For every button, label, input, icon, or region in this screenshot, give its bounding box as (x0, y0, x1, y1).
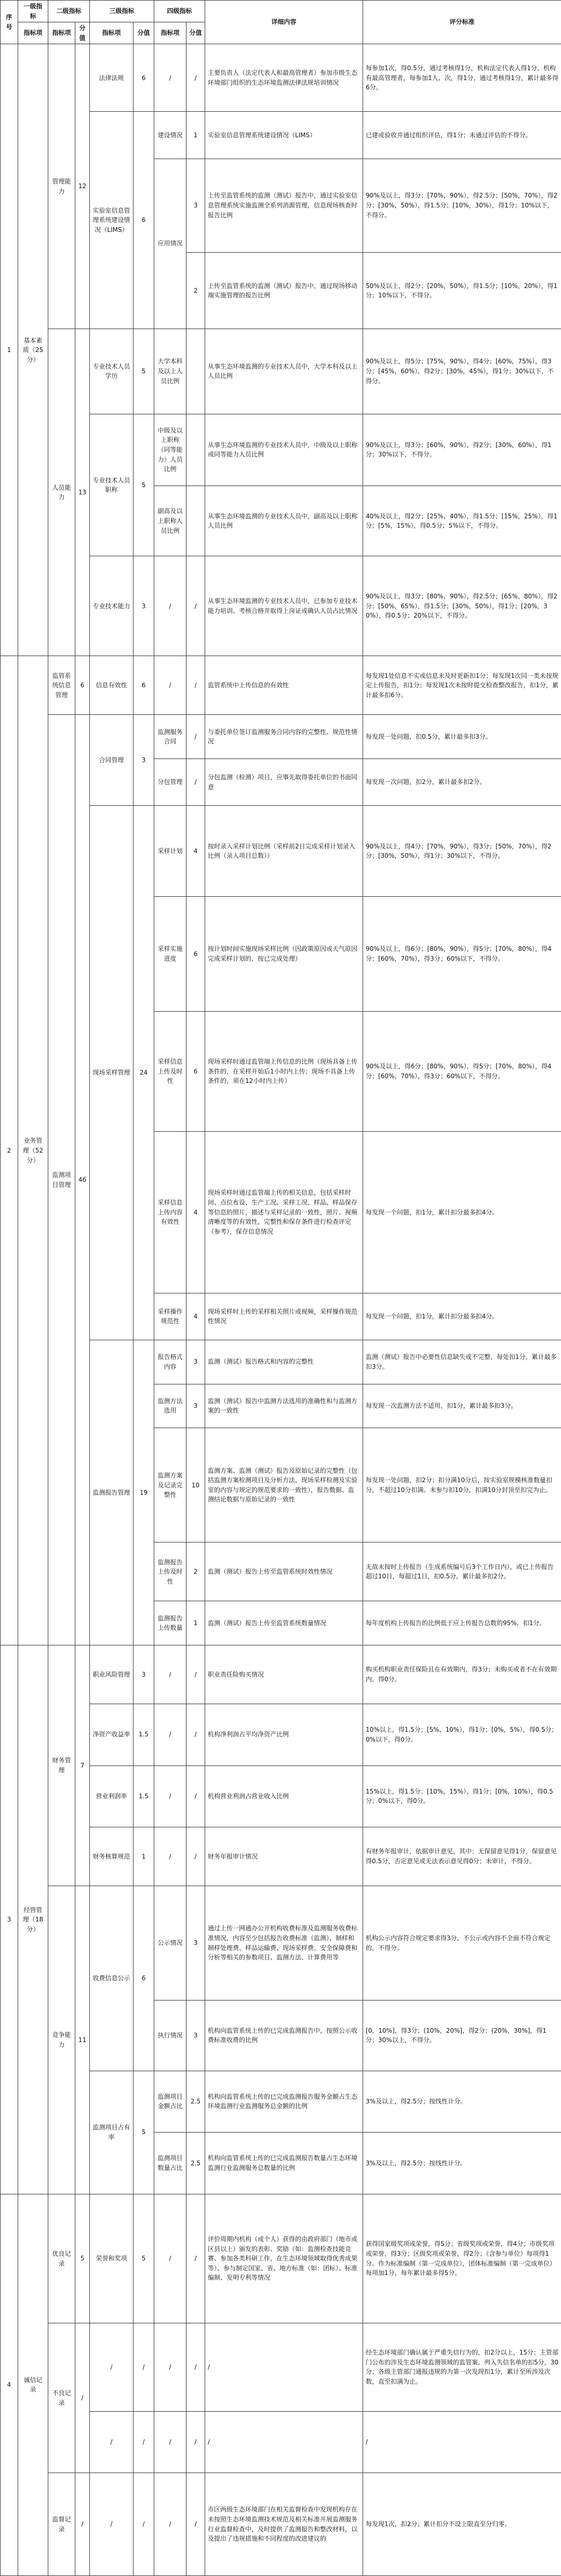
score-cell: 2.5 (186, 2071, 205, 2133)
score-cell: / (133, 2411, 154, 2473)
level1-cell: 基本素质（25分） (18, 44, 48, 656)
detail-cell: 监测（测试）报告上传至监管系统时效性情况 (205, 1542, 363, 1601)
standard-cell: 每发现一个问题，扣1分，累计扣分最多扣4分。 (363, 1293, 561, 1340)
score-cell: 2 (186, 253, 205, 329)
detail-cell: 现场采样时通过监管端上传的相关信息，包括采样时间、点位布设、生产工况、采样工况、样品、样品保存等信息的照片，描述与采样记录的一致性，照片、视频清晰度等的有效性，完整性和保存条件进行检查评定（参考），保存信息情况 (205, 1132, 363, 1293)
score-cell: / (133, 2323, 154, 2411)
level2-cell: 监督记录 (48, 2473, 75, 2576)
standard-cell: 10%以上，得1.5分；[5%，10%），得1分；[0%，5%），得0.5分；0%以下，得0分。 (363, 1704, 561, 1766)
detail-cell: 与委托单位签订监测服务合同内容的完整性、规范性情况 (205, 715, 363, 759)
detail-cell: 主要负责人（法定代表人和最高管理者）参加市级生态环境部门组织的生态环境监测法律法规培训情况 (205, 44, 363, 112)
header-level4: 四级指标 (154, 1, 205, 22)
level4-cell: / (154, 556, 186, 656)
level4-cell: 监测项目数量占比 (154, 2133, 186, 2194)
score-cell: / (186, 1645, 205, 1704)
standard-cell: / (363, 2411, 561, 2473)
score-cell: 3 (186, 159, 205, 253)
detail-cell: 从事生态环境监测的专业技术人员中，大学本科及以上人员比例 (205, 329, 363, 414)
score-cell: 1 (133, 1827, 154, 1886)
level2-cell: 监管系统信息管理 (48, 656, 75, 715)
standard-cell: 每发现一处问题，扣0.5分，累计最多扣3分。 (363, 715, 561, 759)
level3-cell: 专业技术人员学历 (90, 329, 133, 414)
level4-cell: / (154, 2411, 186, 2473)
level3-cell: 合同管理 (90, 715, 133, 806)
score-cell: 3 (186, 1340, 205, 1384)
level4-cell: 执行情况 (154, 2000, 186, 2071)
header-name: 指标项 (18, 22, 48, 44)
score-cell: / (186, 2411, 205, 2473)
level3-cell: / (90, 2473, 133, 2576)
level2-cell: 不良记录 (48, 2323, 75, 2473)
score-cell (186, 486, 205, 556)
score-cell: 1 (186, 1601, 205, 1645)
score-cell: 24 (133, 806, 154, 1340)
level4-cell: 公示情况 (154, 1886, 186, 2000)
score-cell: 4 (186, 1132, 205, 1293)
standard-cell: 每参加1次，得0.5分，通过考核得1分，机构法定代表人得1分，机构有最高管理者，每参加1人、次，得1分，通过考核得1分，累计最多得6分。 (363, 44, 561, 112)
standard-cell: 40%及以上，得2分；[25%，40%），得1.5分；[15%，25%），得1分；[5%，15%），得0.5分；5%以下，不得分。 (363, 486, 561, 556)
level4-cell: 采样操作规范性 (154, 1293, 186, 1340)
standard-cell: 机构公示内容符合规定要求得3分，不公示或内容不全面不符合规定的，不得分。 (363, 1886, 561, 2000)
detail-cell: 职业责任险购买情况 (205, 1645, 363, 1704)
detail-cell: 通过上传一网通办公开机构收费标准及监测服务收费标准情况，内容至少包括报告收费标准（监测）、制样和制样处理费、样品运输费、现场采样费、安全保障费和分析等相关的参数项目、监测方法、计算费用等 (205, 1886, 363, 2000)
standard-cell: 50%及以上，得2分；[20%，50%），得1.5分；[10%，20%），得1分；10%以下，不得分。 (363, 253, 561, 329)
detail-cell: 机构营业利润占营业收入比例 (205, 1766, 363, 1827)
standard-cell: 3%及以上，得2.5分；按线性计分。 (363, 2133, 561, 2194)
standard-cell: 每发现一次问题，扣2分，累计最多扣2分。 (363, 759, 561, 806)
level3-cell: 现场采样管理 (90, 806, 133, 1340)
detail-cell: 现场采样时上传的采样相关照片或视频，采样操作规范性情况 (205, 1293, 363, 1340)
score-cell: 1 (186, 112, 205, 159)
level4-cell: 采样实施进度 (154, 897, 186, 1011)
level3-cell: 监测项目占有率 (90, 2071, 133, 2194)
score-cell: 13 (75, 329, 90, 656)
standard-cell: 90%及以上，得3分；[60%，90%），得2分；[30%，60%），得1分；30%以下，不得分。 (363, 414, 561, 486)
standard-cell: 有财务年报审计，依据审计意见，其中：无保留意见得1分，保留意见得0.5分，否定意见或无法表示意见得0分；未审计，不得分。 (363, 1827, 561, 1886)
level3-cell: 信息有效性 (90, 656, 133, 715)
header-detail: 详细内容 (205, 1, 363, 44)
seq-cell: 3 (1, 1645, 18, 2194)
score-cell: 6 (186, 1011, 205, 1131)
detail-cell: 上传至监管系统的监测（测试）报告中，通过现场移动端实施管理的报告比例 (205, 253, 363, 329)
level4-cell: / (154, 44, 186, 112)
standard-cell: [0，10%]，得3分；(10%，20%]，得2分；(20%，30%]，得1分；30%以上，不得分。 (363, 2000, 561, 2071)
detail-cell: 市区两级生态环境部门在相关监督检查中发现机构存在未按照生态环境监测技术规范及相关标准开展监测服务行业监督检查中，及时提供了监测报告和整改材料，以及提出了违规措施和不同程度的改进建议的 (205, 2473, 363, 2576)
standard-cell: 每发现1处信息不实或信息未及时更新扣1分；每发现1次同一类未按规定上传报告，扣1分；每发现1次未按时提交检查整改报告，扣1分，累计最多扣6分。 (363, 656, 561, 715)
level3-cell: 净资产收益率 (90, 1704, 133, 1766)
header-level3: 三级指标 (90, 1, 154, 22)
score-cell: / (186, 656, 205, 715)
table-row (1, 329, 561, 414)
score-cell: 2.5 (186, 2133, 205, 2194)
standard-cell: 15%以上，得1.5分；[10%，15%），得1分；[0%，10%），得0.5分；0%以下，得0分。 (363, 1766, 561, 1827)
score-cell: 10 (186, 1428, 205, 1542)
score-cell: 5 (133, 2194, 154, 2323)
standard-cell: 已建或验收并通过组织评估，得1分；未通过评估的不得分。 (363, 112, 561, 159)
table-row (1, 2473, 561, 2576)
level4-cell: 报告格式内容 (154, 1340, 186, 1384)
level2-cell: 优良记录 (48, 2194, 75, 2323)
score-cell: 3 (186, 1886, 205, 2000)
standard-cell: 经生态环境部门确认属于严重失信行为的，扣2分以上，15分；主管部门公布的涉及生态环境监测领域的监管案，列入失信名单的扣5分，30分；各级主管部门通报违规的为第一次发现扣1分，累计至所涉及次数，直至扣满为止。 (363, 2323, 561, 2411)
score-cell: / (186, 2473, 205, 2576)
seq-cell: 4 (1, 2194, 18, 2575)
score-cell: 6 (186, 897, 205, 1011)
level4-cell: 采样计划 (154, 806, 186, 897)
standard-cell: 无故未按时上传报告（生成系统编号后3个工作日内），或已上传报告超过10日，每超过1日，扣0.5分，累计最多扣2分。 (363, 1542, 561, 1601)
level4-cell: 大学本科及以上人员比例 (154, 329, 186, 414)
score-cell: 1.5 (133, 1766, 154, 1827)
header-level2: 二级指标 (48, 1, 90, 22)
level4-cell: 监测服务合同 (154, 715, 186, 759)
score-cell: 46 (75, 715, 90, 1645)
score-cell: 5 (75, 2194, 90, 2323)
level3-cell: 收费信息公示 (90, 1886, 133, 2071)
score-cell: 3 (186, 1384, 205, 1428)
score-cell: / (186, 2194, 205, 2323)
score-cell: / (186, 759, 205, 806)
score-cell: 3 (133, 1645, 154, 1704)
level4-cell: / (154, 1827, 186, 1886)
detail-cell: 从事生态环境监测的专业技术人员中，已参加专业技术能力培训、考核合格并取得上岗证或确认人员占比情况 (205, 556, 363, 656)
level4-cell: 采样信息上传及时性 (154, 1011, 186, 1131)
header-score: 分值 (133, 22, 154, 44)
score-cell: 11 (75, 1886, 90, 2194)
seq-cell: 1 (1, 44, 18, 656)
score-cell: 6 (133, 1886, 154, 2071)
standard-cell: 每发现1次，扣2分；累计扣分不设上限直至分归零。 (363, 2473, 561, 2576)
level4-cell: 监测报告上传及时性 (154, 1542, 186, 1601)
detail-cell: 按计划时间实施现场采样比例（因政策原因或天气原因完成采样计划的，按已完成处理） (205, 897, 363, 1011)
detail-cell: 监测方案、监测（测试）报告及原始记录的完整性（包括监测方案检测项目及分析方法，现场采样检测及实验室的内容与规定的规范要求的一致性），报告数据、监测结论数据与原始记录的一致性 (205, 1428, 363, 1542)
level3-cell: 营业利润率 (90, 1766, 133, 1827)
level4-cell: 副高及以上职称人员比例 (154, 486, 186, 556)
level1-cell: 业务管理（52分） (18, 656, 48, 1645)
level3-cell: 财务核算规范 (90, 1827, 133, 1886)
standard-cell: 90%及以上，得3分；[70%，90%），得2.5分；[50%，70%），得2分；[30%，50%），得1.5分；[10%，30%），得1分；10%以下，不得分。 (363, 159, 561, 253)
score-cell: 4 (186, 806, 205, 897)
standard-cell: 监测（测试）报告中必要性信息缺失或不完整，每处扣1分，累计最多扣3分。 (363, 1340, 561, 1384)
standard-cell: 3%及以上，得2.5分；按线性计分。 (363, 2071, 561, 2133)
score-cell: / (186, 1704, 205, 1766)
detail-cell: / (205, 2323, 363, 2411)
standard-cell: 获得国家级奖项或荣誉，得5分；省级奖项或荣誉，得4分；市级奖项或荣誉，得3分；区级奖项或荣誉，得2分；（含参与单位）每项得1分。作为标准编制（第一完成单位），团体标准编制（第一完成单位）每项加1分，每年累计最多得5分。 (363, 2194, 561, 2323)
score-cell: / (186, 715, 205, 759)
level3-cell: 职业风险管理 (90, 1645, 133, 1704)
score-cell: / (75, 2323, 90, 2473)
standard-cell: 90%及以上，得6分；[80%，90%），得5分；[70%，80%），得4分；[60%，70%），得3分；60%以下，不得分。 (363, 897, 561, 1011)
level4-cell: / (154, 1645, 186, 1704)
detail-cell: 监测（测试）报告中监测方法选用的准确性和与监测方案的一致性 (205, 1384, 363, 1428)
detail-cell: 实验室信息管理系统建设情况（LIMS） (205, 112, 363, 159)
level2-cell: 管理能力 (48, 44, 75, 329)
score-cell: / (186, 1827, 205, 1886)
level2-cell: 财务管理 (48, 1645, 75, 1886)
level4-cell: 监测报告上传数量 (154, 1601, 186, 1645)
table-row (1, 715, 561, 759)
detail-cell: 机构向监管系统上传的已完成监测报告中，按照公示收费标准收费的比例 (205, 2000, 363, 2071)
score-cell: / (186, 556, 205, 656)
score-cell: 3 (133, 556, 154, 656)
standard-cell: 每年度机构上传报告的比例低于应上传报告总数的95%，扣1分。 (363, 1601, 561, 1645)
level2-cell: 人员能力 (48, 329, 75, 656)
level4-cell: / (154, 2473, 186, 2576)
table-row (1, 2323, 561, 2411)
level2-cell: 竞争能力 (48, 1886, 75, 2194)
score-cell: / (75, 2473, 90, 2576)
score-cell: 5 (133, 329, 154, 414)
header-score: 分值 (75, 22, 90, 44)
score-cell: 7 (75, 1645, 90, 1886)
level4-cell: 分包管理 (154, 759, 186, 806)
score-cell: 5 (133, 414, 154, 556)
header-name: 指标项 (154, 22, 186, 44)
score-cell: / (133, 2473, 154, 2576)
detail-cell: 从事生态环境监测的专业技术人员中，副高及以上职称人员比例 (205, 486, 363, 556)
score-cell (186, 329, 205, 414)
level1-cell: 经营管理（18分） (18, 1645, 48, 2194)
detail-cell: 分包监测（检测）项目，应事先取得委托单位的书面同意 (205, 759, 363, 806)
detail-cell: 监测（测试）报告上传至监管系统数量情况 (205, 1601, 363, 1645)
standard-cell: 90%及以上，得6分；[80%，90%），得5分；[70%，80%），得4分；[60%，70%），得3分；60%以下，不得分。 (363, 1011, 561, 1131)
level4-cell: / (154, 1766, 186, 1827)
score-cell: 19 (133, 1340, 154, 1645)
level4-cell: / (154, 2194, 186, 2323)
level3-cell: 专业技术人员职称 (90, 414, 133, 556)
detail-cell: 监测（测试）报告格式和内容的完整性 (205, 1340, 363, 1384)
detail-cell: 机构净利润占平均净资产比例 (205, 1704, 363, 1766)
detail-cell: 财务年报审计情况 (205, 1827, 363, 1886)
table-row (1, 656, 561, 715)
header-seq: 序号 (1, 1, 18, 44)
header-name: 指标项 (90, 22, 133, 44)
level4-cell: / (154, 656, 186, 715)
score-cell: 6 (75, 656, 90, 715)
detail-cell: 现场采样时通过监管端上传信息的比例（现场具备上传条件的，在采样开始后1小时内上传；现场不具备上传条件的，须在12小时内上传） (205, 1011, 363, 1131)
level3-cell: 法律法规 (90, 44, 133, 112)
standard-cell: 每发现一个问题，扣1分，累计扣分最多扣4分。 (363, 1132, 561, 1293)
score-cell: 6 (133, 44, 154, 112)
score-cell: 6 (133, 112, 154, 329)
level3-cell: / (90, 2411, 133, 2473)
score-cell: 12 (75, 44, 90, 329)
score-cell: 2 (186, 1542, 205, 1601)
header-score: 分值 (186, 22, 205, 44)
level4-cell: 采样信息上传内容有效性 (154, 1132, 186, 1293)
standard-cell: 90%及以上，得4分；[70%，90%），得3分；[50%，70%），得2分；[30%，50%），得1分；30%以下，不得分。 (363, 806, 561, 897)
table-row (1, 2194, 561, 2323)
header-level1: 一级指标 (18, 1, 48, 22)
detail-cell: 评价周期内机构（或个人）获得的由政府部门（地市或区县以上）颁发的表彰、奖励（如：监测检查技能竞赛、参加各类科研工作，在生态环境领域取得优秀成果等）、参与制定国家、省、地方标准（如：团标）、标准编制、发明专利等情况 (205, 2194, 363, 2323)
level3-cell: / (90, 2323, 133, 2411)
level3-cell: 专业技术能力 (90, 556, 133, 656)
level3-cell: 监测报告管理 (90, 1340, 133, 1645)
standard-cell: 90%及以上，得5分；[75%，90%），得4分；[60%，75%），得3分；[45%，60%），得2分；[30%，45%），得1分；30%以下，不得分。 (363, 329, 561, 414)
standard-cell: 90%及以上，得3分；[80%，90%），得2.5分；[65%，80%），得2分；[50%，65%），得1.5分；[30%，50%），得1分；[20%，30%），得0.5分；20%以下，不得分。 (363, 556, 561, 656)
header-standard: 评分标准 (363, 1, 561, 44)
standard-cell: 购买机构职业责任保险且在有效期内，得3分；未购买或者不在有效期内，得0分。 (363, 1645, 561, 1704)
score-cell: 5 (133, 2071, 154, 2194)
header-name: 指标项 (48, 22, 75, 44)
level4-cell: 中级及以上职称（同等能力）人员比例 (154, 414, 186, 486)
score-cell: / (186, 2323, 205, 2411)
detail-cell: 按时录入采样计划比例（采样前2日完成采样计划录入比例（录入项目总数）） (205, 806, 363, 897)
score-cell: 6 (133, 656, 154, 715)
level3-cell: 实验室信息管理系统建设情况（LIMS） (90, 112, 133, 329)
score-cell: 4 (186, 1293, 205, 1340)
level4-cell: 监测方案及记录完整性 (154, 1428, 186, 1542)
standard-cell: 每发现一次监测方法不适用，扣1分，累计最多扣3分。 (363, 1384, 561, 1428)
score-cell: 1.5 (133, 1704, 154, 1766)
detail-cell: 监管系统中上传信息的有效性 (205, 656, 363, 715)
level4-cell: 应用情况 (154, 159, 186, 329)
table-row (1, 44, 561, 112)
detail-cell: 机构向监管系统上传的已完成监测报告服务金额占生态环境监测行业监测服务总金额的比例 (205, 2071, 363, 2133)
seq-cell: 2 (1, 656, 18, 1645)
level4-cell: / (154, 2323, 186, 2411)
table-row (1, 1645, 561, 1704)
detail-cell: / (205, 2411, 363, 2473)
score-cell: / (186, 44, 205, 112)
level4-cell: 建设情况 (154, 112, 186, 159)
standard-cell: 每发现一处问题，扣2分；扣分满10分后，按实验室规模核准数量扣分，不超过10分扣满。未参与扣10分，扣满10分封顶至扣完为止。 (363, 1428, 561, 1542)
level4-cell: / (154, 1704, 186, 1766)
table-row (1, 1886, 561, 2000)
detail-cell: 机构向监管系统上传的已完成监测报告数量占生态环境监测行业监测服务总数量的比例 (205, 2133, 363, 2194)
level3-cell: 荣誉和奖项 (90, 2194, 133, 2323)
level1-cell: 诚信记录 (18, 2194, 48, 2575)
level4-cell: 监测方法选用 (154, 1384, 186, 1428)
detail-cell: 从事生态环境监测的专业技术人员中，中级及以上职称或同等能力人员比例 (205, 414, 363, 486)
score-cell: / (186, 1766, 205, 1827)
score-cell: 3 (133, 715, 154, 806)
detail-cell: 上传至监管系统的监测（测试）报告中，通过实验室信息管理系统实施监测全系列消源管理，信息现场核查时报告比例 (205, 159, 363, 253)
score-cell (186, 414, 205, 486)
level4-cell: 监测项目金额占比 (154, 2071, 186, 2133)
score-cell: 3 (186, 2000, 205, 2071)
level2-cell: 监测项目管理 (48, 715, 75, 1645)
